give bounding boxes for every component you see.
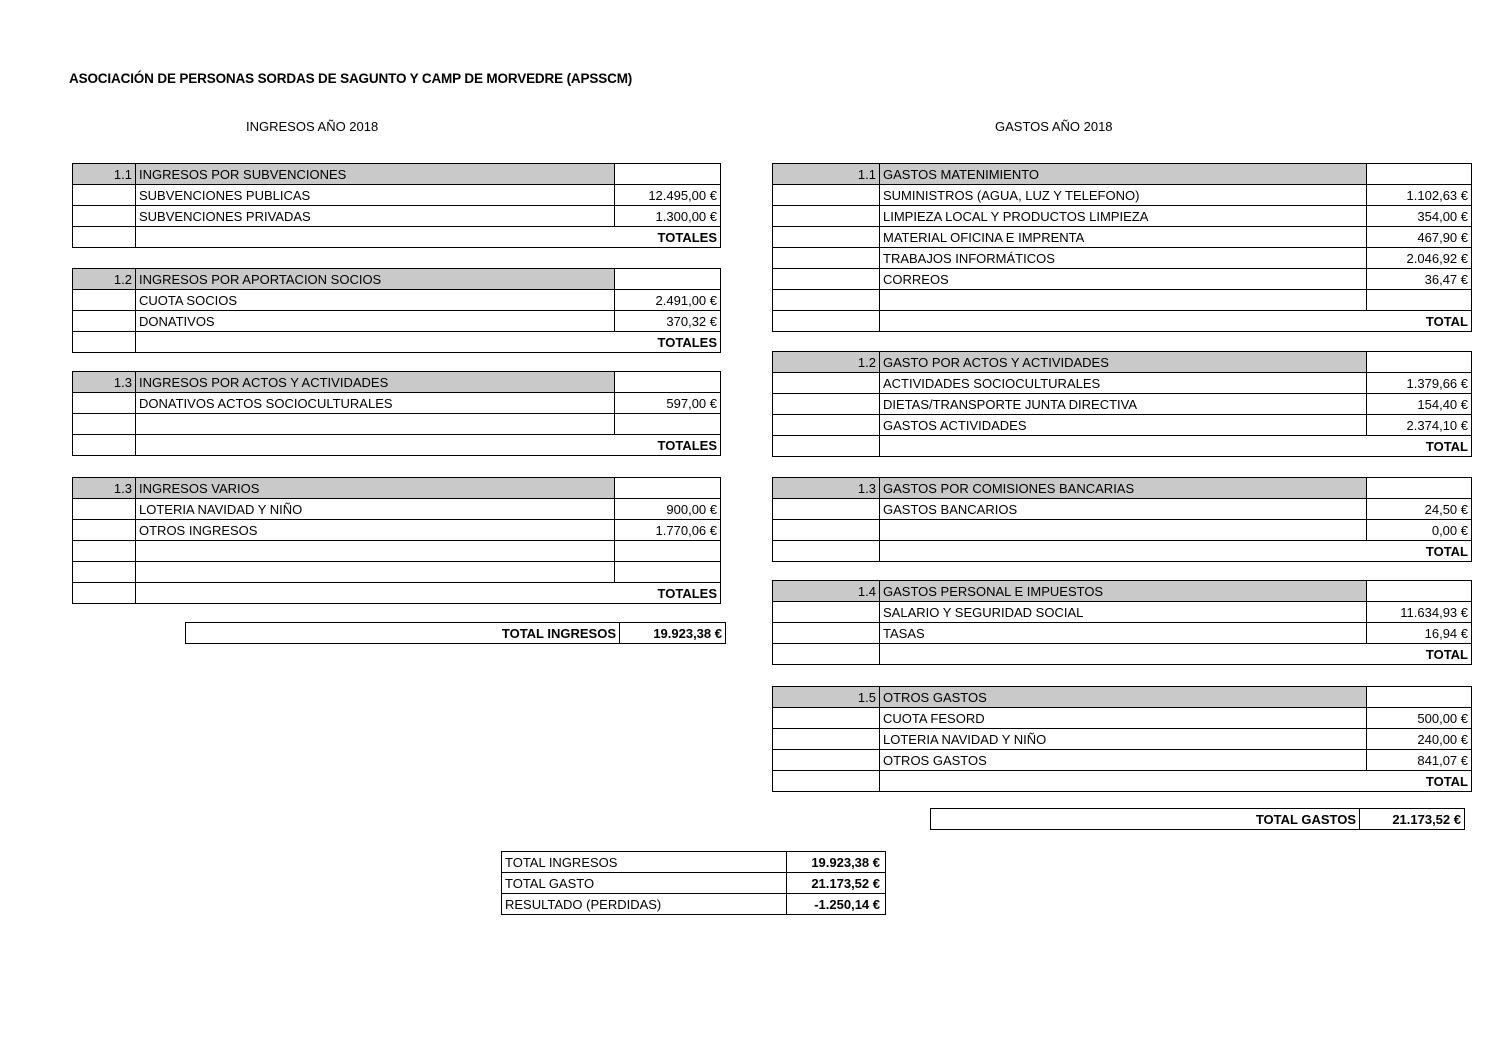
item-label: OTROS GASTOS <box>880 750 1367 771</box>
item-label: CUOTA FESORD <box>880 708 1367 729</box>
section-title: GASTO POR ACTOS Y ACTIVIDADES <box>880 352 1367 373</box>
item-amount: 597,00 € <box>615 393 721 414</box>
section-total-label: TOTAL <box>880 541 1472 562</box>
section-number: 1.1 <box>773 164 880 185</box>
item-label: SUBVENCIONES PRIVADAS <box>136 206 615 227</box>
grand-total-amount: 21.173,52 € <box>1360 809 1465 830</box>
section-total-row <box>773 541 1472 562</box>
spacer-cell <box>615 478 721 499</box>
item-label: TRABAJOS INFORMÁTICOS <box>880 248 1367 269</box>
item-label: DIETAS/TRANSPORTE JUNTA DIRECTIVA <box>880 394 1367 415</box>
item-amount: 900,00 € <box>615 499 721 520</box>
section-total-label: TOTAL <box>880 436 1472 457</box>
item-label: GASTOS ACTIVIDADES <box>880 415 1367 436</box>
item-amount: 11.634,93 € <box>1367 602 1472 623</box>
indent-cell <box>773 269 880 290</box>
section-number: 1.3 <box>73 478 136 499</box>
section-expense-1-3 <box>772 477 1472 562</box>
table-row <box>773 248 1472 269</box>
item-amount: 24,50 € <box>1367 499 1472 520</box>
item-amount <box>1367 290 1472 311</box>
summary-row <box>502 852 886 873</box>
table-row <box>773 415 1472 436</box>
spacer-cell <box>1367 352 1472 373</box>
indent-cell <box>773 729 880 750</box>
item-amount: 370,32 € <box>615 311 721 332</box>
item-label: LOTERIA NAVIDAD Y NIÑO <box>136 499 615 520</box>
item-label <box>136 541 615 562</box>
section-income-1-3 <box>72 477 721 604</box>
indent-cell <box>773 373 880 394</box>
section-income-1-3 <box>72 371 721 456</box>
section-total-label: TOTALES <box>136 227 721 248</box>
item-label: DONATIVOS ACTOS SOCIOCULTURALES <box>136 393 615 414</box>
item-label: LOTERIA NAVIDAD Y NIÑO <box>880 729 1367 750</box>
section-header-row <box>73 372 721 393</box>
section-title: INGRESOS VARIOS <box>136 478 615 499</box>
section-number: 1.5 <box>773 687 880 708</box>
item-amount: 0,00 € <box>1367 520 1472 541</box>
section-title: GASTOS POR COMISIONES BANCARIAS <box>880 478 1367 499</box>
table-row <box>73 311 721 332</box>
item-amount: 2.374,10 € <box>1367 415 1472 436</box>
section-expense-1-4 <box>772 580 1472 665</box>
indent-cell <box>73 520 136 541</box>
indent-cell <box>773 248 880 269</box>
grand-total-label: TOTAL GASTOS <box>931 809 1360 830</box>
table-row <box>773 520 1472 541</box>
spacer-cell <box>1367 164 1472 185</box>
section-title: GASTOS PERSONAL E IMPUESTOS <box>880 581 1367 602</box>
section-expense-1-2 <box>772 351 1472 457</box>
indent-cell <box>773 520 880 541</box>
table-row <box>773 394 1472 415</box>
section-number: 1.3 <box>773 478 880 499</box>
indent-cell <box>773 185 880 206</box>
indent-cell <box>73 414 136 435</box>
item-amount: 467,90 € <box>1367 227 1472 248</box>
section-number: 1.1 <box>73 164 136 185</box>
spacer-cell <box>1367 687 1472 708</box>
indent-cell <box>773 623 880 644</box>
item-amount <box>615 541 721 562</box>
indent-cell <box>773 644 880 665</box>
item-amount: 354,00 € <box>1367 206 1472 227</box>
grand-total-income <box>185 622 726 644</box>
spacer-cell <box>615 164 721 185</box>
income-column-heading: INGRESOS AÑO 2018 <box>246 119 379 134</box>
summary-row <box>502 894 886 915</box>
indent-cell <box>773 206 880 227</box>
grand-total-label: TOTAL INGRESOS <box>186 623 620 644</box>
section-number: 1.3 <box>73 372 136 393</box>
item-label: SUMINISTROS (AGUA, LUZ Y TELEFONO) <box>880 185 1367 206</box>
section-header-row <box>73 269 721 290</box>
indent-cell <box>773 227 880 248</box>
summary-label: RESULTADO (PERDIDAS) <box>502 894 787 915</box>
section-header-row <box>773 687 1472 708</box>
indent-cell <box>773 436 880 457</box>
item-amount: 500,00 € <box>1367 708 1472 729</box>
table-row <box>773 708 1472 729</box>
section-total-row <box>773 771 1472 792</box>
grand-total-amount: 19.923,38 € <box>620 623 726 644</box>
table-row <box>773 227 1472 248</box>
grand-total-expense <box>930 808 1465 830</box>
section-expense-1-1 <box>772 163 1472 332</box>
section-total-label: TOTAL <box>880 771 1472 792</box>
item-amount <box>615 414 721 435</box>
indent-cell <box>73 499 136 520</box>
indent-cell <box>73 290 136 311</box>
table-row <box>773 373 1472 394</box>
summary-value: 21.173,52 € <box>787 873 886 894</box>
summary-value: -1.250,14 € <box>787 894 886 915</box>
item-amount: 16,94 € <box>1367 623 1472 644</box>
table-row <box>773 623 1472 644</box>
item-amount: 841,07 € <box>1367 750 1472 771</box>
indent-cell <box>773 394 880 415</box>
table-row <box>773 206 1472 227</box>
expense-column-heading: GASTOS AÑO 2018 <box>995 119 1113 134</box>
item-amount: 2.046,92 € <box>1367 248 1472 269</box>
item-amount <box>615 562 721 583</box>
table-row <box>73 541 721 562</box>
indent-cell <box>73 332 136 353</box>
item-amount: 240,00 € <box>1367 729 1472 750</box>
table-row <box>773 269 1472 290</box>
section-total-row <box>73 332 721 353</box>
table-row <box>73 290 721 311</box>
item-amount: 1.102,63 € <box>1367 185 1472 206</box>
table-row <box>773 602 1472 623</box>
section-number: 1.2 <box>773 352 880 373</box>
item-label: SUBVENCIONES PUBLICAS <box>136 185 615 206</box>
indent-cell <box>773 602 880 623</box>
spacer-cell <box>1367 478 1472 499</box>
table-row <box>73 393 721 414</box>
indent-cell <box>73 562 136 583</box>
section-total-label: TOTAL <box>880 311 1472 332</box>
table-row <box>73 185 721 206</box>
indent-cell <box>773 541 880 562</box>
table-row <box>773 750 1472 771</box>
organization-title: ASOCIACIÓN DE PERSONAS SORDAS DE SAGUNTO Y CAMP DE MORVEDRE (APSSCM) <box>69 71 633 86</box>
item-amount: 36,47 € <box>1367 269 1472 290</box>
indent-cell <box>773 415 880 436</box>
summary-value: 19.923,38 € <box>787 852 886 873</box>
section-title: INGRESOS POR APORTACION SOCIOS <box>136 269 615 290</box>
indent-cell <box>73 393 136 414</box>
item-amount: 1.300,00 € <box>615 206 721 227</box>
table-row <box>73 414 721 435</box>
indent-cell <box>773 750 880 771</box>
item-label: TASAS <box>880 623 1367 644</box>
section-title: OTROS GASTOS <box>880 687 1367 708</box>
section-total-row <box>773 436 1472 457</box>
item-label <box>136 414 615 435</box>
indent-cell <box>773 499 880 520</box>
item-amount: 154,40 € <box>1367 394 1472 415</box>
summary-label: TOTAL INGRESOS <box>502 852 787 873</box>
item-label: GASTOS BANCARIOS <box>880 499 1367 520</box>
spacer-cell <box>615 372 721 393</box>
section-title: INGRESOS POR SUBVENCIONES <box>136 164 615 185</box>
table-row <box>73 206 721 227</box>
indent-cell <box>73 541 136 562</box>
section-header-row <box>773 352 1472 373</box>
table-row <box>773 499 1472 520</box>
table-row <box>73 499 721 520</box>
spacer-cell <box>1367 581 1472 602</box>
item-label: CUOTA SOCIOS <box>136 290 615 311</box>
section-total-label: TOTAL <box>880 644 1472 665</box>
section-income-1-1 <box>72 163 721 248</box>
summary-row <box>502 873 886 894</box>
indent-cell <box>773 771 880 792</box>
indent-cell <box>73 583 136 604</box>
section-total-label: TOTALES <box>136 435 721 456</box>
section-total-row <box>73 583 721 604</box>
indent-cell <box>73 311 136 332</box>
section-total-row <box>73 435 721 456</box>
section-header-row <box>773 478 1472 499</box>
section-total-row <box>773 644 1472 665</box>
item-amount: 1.379,66 € <box>1367 373 1472 394</box>
item-amount: 12.495,00 € <box>615 185 721 206</box>
indent-cell <box>773 290 880 311</box>
item-label <box>880 290 1367 311</box>
section-header-row <box>773 581 1472 602</box>
item-label <box>880 520 1367 541</box>
item-label <box>136 562 615 583</box>
indent-cell <box>73 206 136 227</box>
section-title: INGRESOS POR ACTOS Y ACTIVIDADES <box>136 372 615 393</box>
section-total-row <box>73 227 721 248</box>
section-header-row <box>73 164 721 185</box>
summary-table <box>501 851 886 915</box>
section-total-row <box>773 311 1472 332</box>
grand-total-row <box>931 809 1465 830</box>
section-expense-1-5 <box>772 686 1472 792</box>
section-number: 1.4 <box>773 581 880 602</box>
section-title: GASTOS MATENIMIENTO <box>880 164 1367 185</box>
indent-cell <box>73 227 136 248</box>
item-label: LIMPIEZA LOCAL Y PRODUCTOS LIMPIEZA <box>880 206 1367 227</box>
table-row <box>73 562 721 583</box>
section-header-row <box>73 478 721 499</box>
table-row <box>773 185 1472 206</box>
item-label: SALARIO Y SEGURIDAD SOCIAL <box>880 602 1367 623</box>
section-total-label: TOTALES <box>136 583 721 604</box>
indent-cell <box>773 708 880 729</box>
table-row <box>773 729 1472 750</box>
item-label: CORREOS <box>880 269 1367 290</box>
summary-label: TOTAL GASTO <box>502 873 787 894</box>
spacer-cell <box>615 269 721 290</box>
indent-cell <box>773 311 880 332</box>
item-amount: 2.491,00 € <box>615 290 721 311</box>
item-label: MATERIAL OFICINA E IMPRENTA <box>880 227 1367 248</box>
section-total-label: TOTALES <box>136 332 721 353</box>
grand-total-row <box>186 623 726 644</box>
item-label: OTROS INGRESOS <box>136 520 615 541</box>
indent-cell <box>73 435 136 456</box>
item-label: DONATIVOS <box>136 311 615 332</box>
table-row <box>73 520 721 541</box>
section-number: 1.2 <box>73 269 136 290</box>
table-row <box>773 290 1472 311</box>
section-header-row <box>773 164 1472 185</box>
item-label: ACTIVIDADES SOCIOCULTURALES <box>880 373 1367 394</box>
indent-cell <box>73 185 136 206</box>
item-amount: 1.770,06 € <box>615 520 721 541</box>
section-income-1-2 <box>72 268 721 353</box>
